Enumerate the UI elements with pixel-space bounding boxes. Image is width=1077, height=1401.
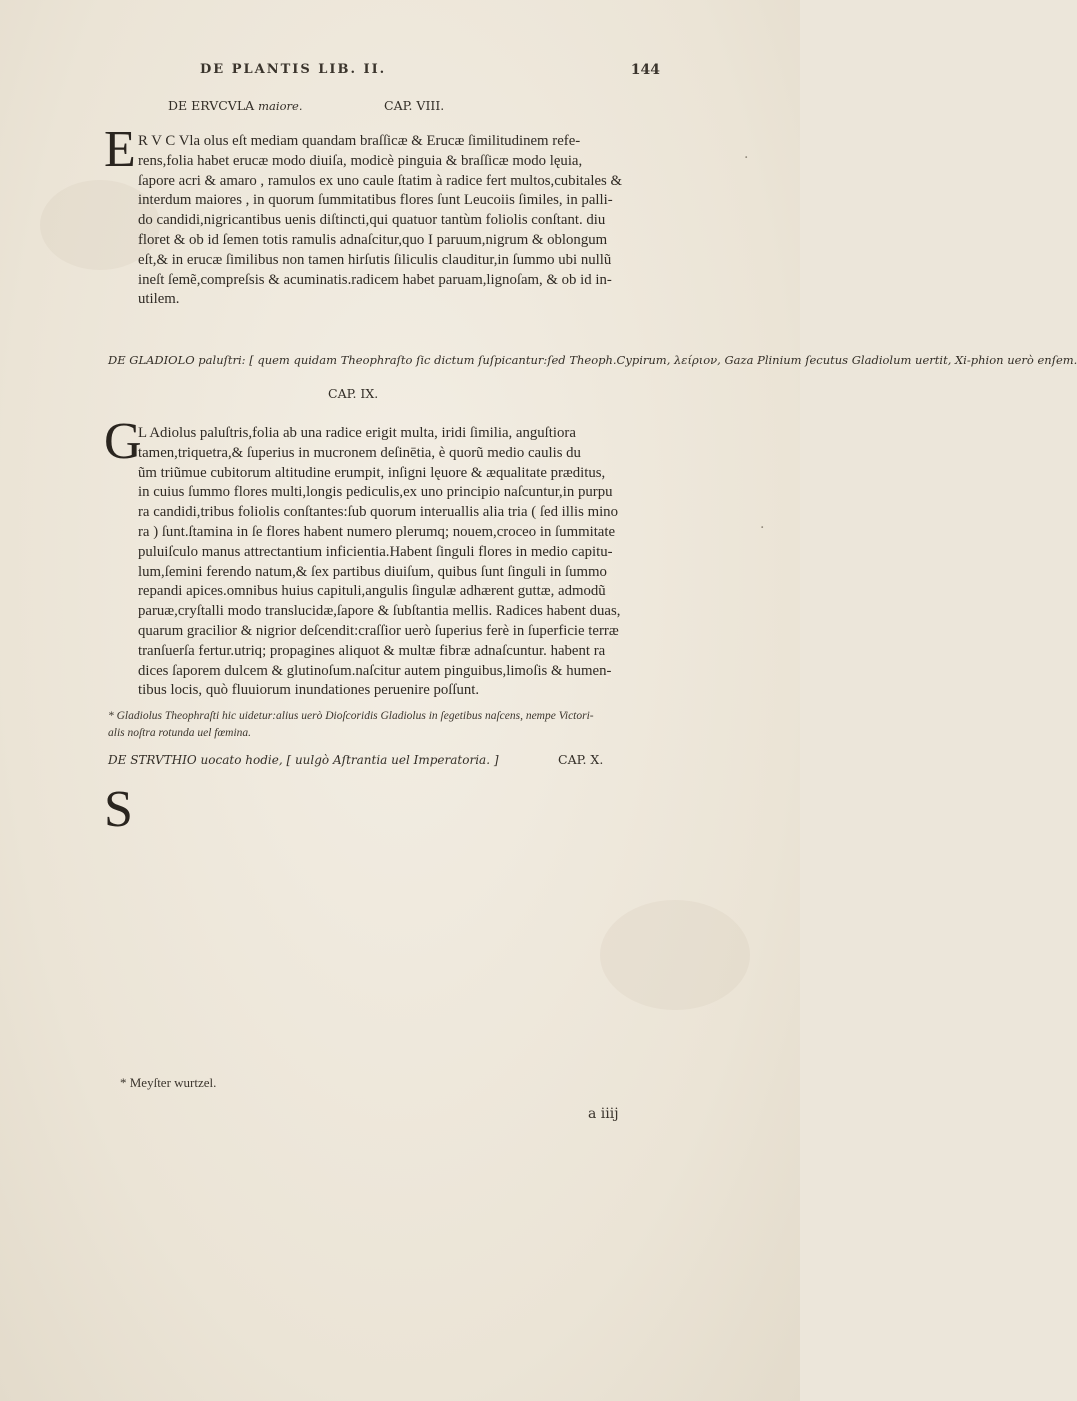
chapter-heading bbox=[108, 752, 668, 767]
text-line: eſt,& in erucæ ſimilibus non tamen hirſutis ſiliculis clauditur,in ſummo ubi nullũ bbox=[138, 251, 612, 268]
chapter-heading bbox=[108, 352, 1077, 401]
chapter-title-line: DE GLADIOLO paluſtri: [ quem quidam Theophraſto ſic dictum ſuſpicantur: bbox=[108, 353, 548, 367]
chapter-title: DE STRVTHIO uocato hodie, [ uulgò Aſtrantia uel Imperatoria. ] bbox=[108, 753, 499, 767]
chapter-body bbox=[138, 424, 678, 701]
chapter-body bbox=[138, 132, 678, 310]
chapter-number: CAP. IX. bbox=[328, 386, 379, 401]
chapter-number: CAP. VIII. bbox=[384, 98, 445, 113]
text-line: interdum maiores , in quorum ſummitatibus flores ſunt Leucoiis ſimiles, in palli- bbox=[138, 192, 613, 209]
text-line: lum,ſemini ferendo natum,& ſex partibus diuiſum, quibus ſunt ſinguli in ſummo bbox=[138, 563, 607, 580]
note-line: * Gladiolus Theophraſti hic uidetur:alius uerò Dioſcoridis Gladiolus in ſegetibus naſcens, nempe Victori- bbox=[108, 710, 594, 722]
text-line: utilem. bbox=[138, 291, 180, 308]
drop-cap: G bbox=[104, 413, 142, 470]
text-line: ra candidi,tribus foliolis conſtantes:ſub quorum interuallis alia tria ( ſed illis mino bbox=[138, 504, 618, 521]
chapter-heading bbox=[168, 98, 688, 113]
chapter-number: CAP. X. bbox=[558, 752, 604, 767]
chapter-title: DE ERVCVLA bbox=[168, 98, 255, 113]
text-line: puluiſculo manus attrectantium inficientia.Habent ſinguli flores in medio capitu- bbox=[138, 543, 613, 560]
folio-number: 144 bbox=[630, 62, 660, 78]
text-line: R V C Vla olus eſt mediam quandam braſſicæ & Erucæ ſimilitudinem refe- bbox=[138, 133, 581, 149]
text-line: dices ſaporem dulcem & glutinoſum.naſcitur autem pinguibus,limoſis & humen- bbox=[138, 662, 612, 679]
text-line: tamen,triquetra,& ſuperius in mucronem deſinētia, è quorũ medio caulis du bbox=[138, 444, 581, 461]
chapter-title-line: ſed Theoph.Cypirum, λείριον, Gaza Plinium ſecutus Gladiolum uertit, Xi- bbox=[547, 353, 971, 367]
show-through-mark: · bbox=[760, 520, 765, 536]
show-through-mark: · bbox=[744, 150, 749, 166]
chapter-title-line: phion uerò enſem. bbox=[970, 353, 1077, 367]
note-line: alis noſtra rotunda uel fœmina. bbox=[108, 727, 252, 739]
text-line: rens,folia habet erucæ modo diuiſa, modicè pinguia & braſſicæ modo lęuia, bbox=[138, 152, 583, 169]
paper-stain bbox=[600, 900, 750, 1010]
drop-cap: S bbox=[104, 781, 133, 838]
drop-cap: E bbox=[104, 121, 136, 178]
text-line: quarum gracilior & nigrior deſcendit:craſſior uerò ſuperius ferè in ſuperficie terræ bbox=[138, 622, 619, 639]
marginal-note: * Meyſter wurtzel. bbox=[120, 1075, 217, 1090]
text-line: in cuius ſummo flores multi,longis pediculis,ex uno principio naſcuntur,in purpu bbox=[138, 484, 613, 501]
running-title: DE PLANTIS LIB. II. bbox=[200, 62, 387, 77]
text-line: floret & ob id ſemen totis ramulis adnaſcitur,quo I paruum,nigrum & oblongum bbox=[138, 231, 608, 248]
text-line: ũm triũmue cubitorum altitudine erumpit, inſigni lęuore & æqualitate præditus, bbox=[138, 464, 606, 481]
text-line: do candidi,nigricantibus uenis diſtincti,qui quatuor tantùm foliolis conſtant. diu bbox=[138, 212, 606, 229]
text-line: ſapore acri & amaro , ramulos ex uno caule ſtatim à radice fert multos,cubitales & bbox=[138, 172, 623, 189]
signature-mark: a iiij bbox=[588, 1106, 619, 1122]
text-line: L Adiolus paluſtris,folia ab una radice erigit multa, iridi ſimilia, anguſtiora bbox=[138, 425, 576, 441]
text-line: tibus locis, quò fluuiorum inundationes peruenire poſſunt. bbox=[138, 682, 480, 699]
text-line: ra ) ſunt.ſtamina in ſe flores habent numero plerumq; nouem,croceo in ſummitate bbox=[138, 523, 616, 540]
marginal-note bbox=[108, 708, 668, 742]
chapter-title-note: maiore. bbox=[258, 99, 303, 113]
text-line: tranſuerſa fertur.utriq; propagines aliquot & multæ fibræ adnaſcuntur. habent ra bbox=[138, 642, 606, 659]
text-line: ineſt ſemẽ,compreſsis & acuminatis.radicem habet paruam,lignoſam, & ob id in- bbox=[138, 271, 612, 288]
text-line: paruæ,cryſtalli modo translucidæ,ſapore & ſubſtantia mellis. Radices habent duas, bbox=[138, 603, 621, 620]
text-line: repandi apices.omnibus huius capituli,angulis ſingulæ adhærent guttæ, admodũ bbox=[138, 583, 606, 600]
